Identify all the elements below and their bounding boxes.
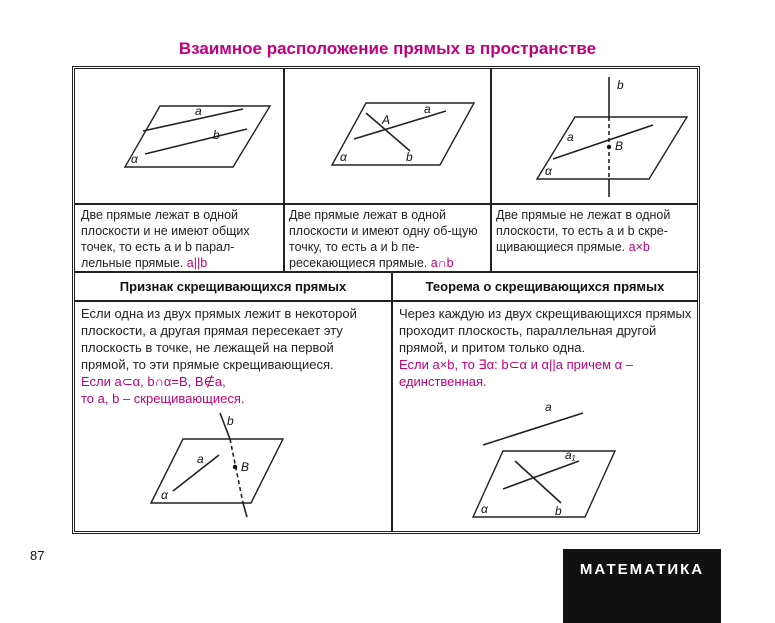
- label-a1: a₁: [565, 448, 576, 462]
- label-a: a: [424, 102, 431, 116]
- criterion-text: Если одна из двух прямых лежит в некоторой плоскости, а другая прямая пересекает эту плоскость в точке, не лежащей на первой прямой, то эти прямые скрещивающиеся.: [81, 306, 357, 372]
- label-alpha: α: [481, 502, 488, 516]
- criterion-diagram: [75, 391, 391, 531]
- skew-notation: a×b: [628, 240, 650, 254]
- label-alpha: α: [131, 152, 138, 166]
- parallel-notation: a||b: [186, 256, 208, 270]
- theorem-conclusion: единственная.: [399, 374, 487, 389]
- label-A: A: [382, 113, 391, 127]
- theorem-diagram: [393, 391, 697, 531]
- theorem-text: Через каждую из двух скрещивающихся прямых проходит плоскость, параллельная другой прямой, и притом только одна.: [399, 306, 692, 355]
- skew-description: [496, 207, 694, 255]
- criterion-conclusion: то a, b – скрещивающиеся.: [81, 391, 245, 406]
- label-B: B: [615, 139, 624, 153]
- label-alpha: α: [340, 150, 347, 164]
- brand-block: МАТЕМАТИКА: [563, 549, 721, 623]
- label-alpha: α: [161, 488, 168, 502]
- label-a: a: [195, 104, 202, 118]
- theorem-body: [399, 305, 693, 390]
- page-title: Взаимное расположение прямых в пространстве: [178, 39, 597, 58]
- theorem-header: Теорема о скрещивающихся прямых: [425, 279, 665, 294]
- label-b: b: [213, 128, 220, 142]
- label-a: a: [567, 130, 574, 144]
- label-b: b: [406, 150, 413, 164]
- label-alpha: α: [545, 164, 552, 178]
- parallel-description: [81, 207, 279, 271]
- intersecting-lines-diagram: [284, 69, 492, 203]
- label-b: b: [617, 78, 624, 92]
- skew-text: Две прямые не лежат в одной плоскости, то есть a и b скре-щивающиеся прямые.: [496, 208, 671, 254]
- parallel-lines-diagram: [75, 69, 283, 203]
- page-number: 87: [30, 548, 45, 563]
- divider: [75, 203, 697, 205]
- theorem-formula: Если a×b, то ∃α: b⊂α и α||a причем α –: [399, 357, 634, 372]
- label-a: a: [197, 452, 204, 466]
- info-table: [72, 66, 700, 534]
- intersecting-text: Две прямые лежат в одной плоскости и имеют одну об-щую точку, то есть a и b пе-ресекающиеся прямые.: [289, 208, 478, 270]
- intersecting-description: [289, 207, 487, 271]
- label-B: B: [241, 460, 250, 474]
- criterion-formula: Если a⊂α, b∩α=B, B∉a,: [81, 374, 226, 389]
- divider: [75, 300, 697, 302]
- divider: [75, 271, 697, 273]
- label-b: b: [555, 504, 562, 518]
- skew-lines-diagram: [491, 69, 697, 203]
- criterion-header: Признак скрещивающихся прямых: [119, 279, 347, 294]
- parallel-text: Две прямые лежат в одной плоскости и не имеют общих точек, то есть a и b парал-лельные прямые.: [81, 208, 250, 270]
- intersecting-notation: a∩b: [430, 256, 454, 270]
- label-b: b: [227, 414, 234, 428]
- label-a: a: [545, 400, 552, 414]
